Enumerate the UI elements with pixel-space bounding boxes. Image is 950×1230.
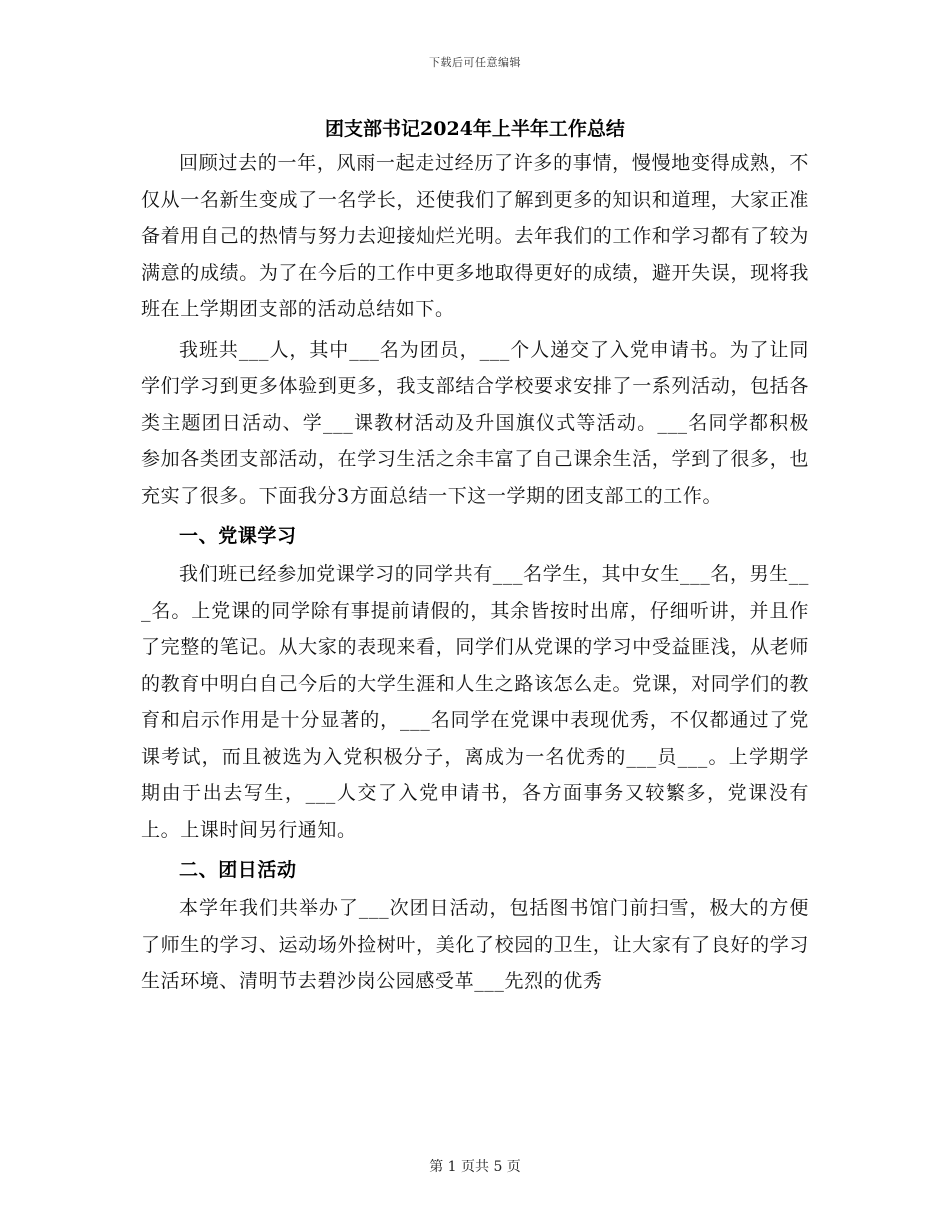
intro-paragraph: 回顾过去的一年，风雨一起走过经历了许多的事情，慢慢地变得成熟，不仅从一名新生变成了一名学长，还使我们了解到更多的知识和道理，大家正准备着用自己的热情与努力去迎接灿烂光明。去年我们的工作和学习都有了较为满意的成绩。为了在今后的工作中更多地取得更好的成绩，避开失误，现将我班在上学期团支部的活动总结如下。 [141, 152, 809, 320]
page-number-footer: 第 1 页共 5 页 [429, 1159, 521, 1175]
party-class-paragraph: 我们班已经参加党课学习的同学共有___名学生，其中女生___名，男生___名。上党课的同学除有事提前请假的，其余皆按时出席，仔细听讲，并且作了完整的笔记。从大家的表现来看，同学们从党课的学习中受益匪浅，从老师的教育中明白自己今后的大学生涯和人生之路该怎么走。党课，对同学们的教育和启示作用是十分显著的，___名同学在党课中表现优秀，不仅都通过了党课考试，而且被选为入党积极分子，离成为一名优秀的___员___。上学期学期由于出去写生，___人交了入党申请书，各方面事务又较繁多，党课没有上。上课时间另行通知。 [141, 563, 809, 841]
section-heading-party-class: 一、党课学习 [179, 525, 297, 547]
class-overview-paragraph: 我班共___人，其中___名为团员，___个人递交了入党申请书。为了让同学们学习到更多体验到更多，我支部结合学校要求安排了一系列活动，包括各类主题团日活动、学___课教材活动及升国旗仪式等活动。___名同学都积极参加各类团支部活动，在学习生活之余丰富了自己课余生活，学到了很多，也充实了很多。下面我分3方面总结一下这一学期的团支部工的工作。 [141, 338, 809, 507]
page-header-note: 下载后可任意编辑 [429, 56, 521, 69]
section-heading-league-day: 二、团日活动 [179, 859, 297, 881]
document-body [141, 145, 809, 1000]
document-title: 团支部书记2024年上半年工作总结 [325, 118, 625, 140]
league-day-paragraph: 本学年我们共举办了___次团日活动，包括图书馆门前扫雪，极大的方便了师生的学习、运动场外捡树叶，美化了校园的卫生，让大家有了良好的学习生活环境、清明节去碧沙岗公园感受革___先烈的优秀 [141, 897, 809, 992]
